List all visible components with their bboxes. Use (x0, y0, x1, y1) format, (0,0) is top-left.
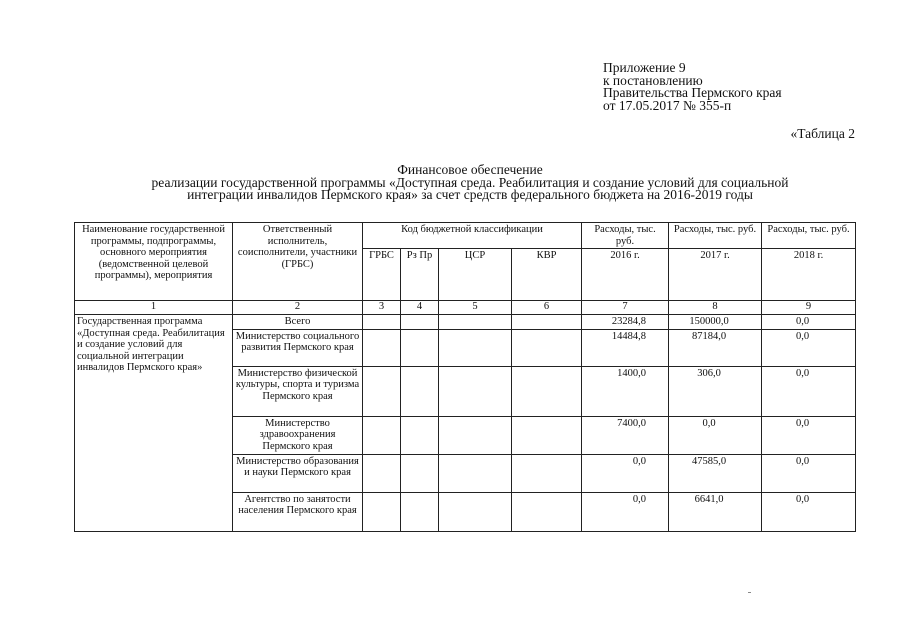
appendix-block (603, 62, 782, 112)
kvr-cell (512, 315, 582, 330)
csr-cell (439, 492, 512, 531)
program-name-cell: Государственная программа «Доступная среда. Реабилитация и создание условий для социальной интеграции инвалидов Пермского края» (75, 315, 233, 532)
csr-cell (439, 366, 512, 416)
document-title (60, 164, 880, 202)
executor-cell: Министерство физической культуры, спорта и туризма Пермского края (233, 366, 363, 416)
value-2017-cell: 0,0 (669, 416, 762, 454)
appendix-line: Приложение 9 (603, 60, 686, 75)
rzpr-cell (401, 315, 439, 330)
value-2018-cell: 0,0 (762, 315, 856, 330)
index-cell: 7 (582, 301, 669, 315)
header-exp-2018-label: Расходы, тыс. руб. (762, 223, 856, 249)
index-cell: 1 (75, 301, 233, 315)
header-kvr: КВР (512, 249, 582, 301)
value-2018-cell: 0,0 (762, 492, 856, 531)
title-line: Финансовое обеспечение (397, 162, 543, 177)
header-exp-2018-year: 2018 г. (762, 249, 856, 301)
header-exp-2016-year: 2016 г. (582, 249, 669, 301)
csr-cell (439, 315, 512, 330)
grbs-cell (363, 366, 401, 416)
index-cell: 4 (401, 301, 439, 315)
budget-table (74, 222, 856, 532)
executor-cell: Министерство здравоохранения Пермского края (233, 416, 363, 454)
grbs-cell (363, 416, 401, 454)
header-exp-2016-label: Расходы, тыс. руб. (582, 223, 669, 249)
csr-cell (439, 329, 512, 366)
appendix-line: к постановлению (603, 72, 703, 88)
kvr-cell (512, 366, 582, 416)
csr-cell (439, 454, 512, 492)
value-2016-cell: 0,0 (582, 492, 669, 531)
executor-cell: Агентство по занятости населения Пермского края (233, 492, 363, 531)
executor-cell: Всего (233, 315, 363, 330)
rzpr-cell (401, 416, 439, 454)
value-2017-cell: 87184,0 (669, 329, 762, 366)
header-exp-2017-label: Расходы, тыс. руб. (669, 223, 762, 249)
value-2016-cell: 23284,8 (582, 315, 669, 330)
header-executor: Ответственный исполнитель, соисполнители, участники (ГРБС) (233, 223, 363, 301)
kvr-cell (512, 454, 582, 492)
header-exp-2017-year: 2017 г. (669, 249, 762, 301)
rzpr-cell (401, 492, 439, 531)
grbs-cell (363, 329, 401, 366)
value-2016-cell: 1400,0 (582, 366, 669, 416)
executor-cell: Министерство образования и науки Пермского края (233, 454, 363, 492)
value-2018-cell: 0,0 (762, 454, 856, 492)
value-2016-cell: 14484,8 (582, 329, 669, 366)
grbs-cell (363, 454, 401, 492)
value-2016-cell: 0,0 (582, 454, 669, 492)
header-rzpr: Рз Пр (401, 249, 439, 301)
rzpr-cell (401, 366, 439, 416)
kvr-cell (512, 329, 582, 366)
value-2017-cell: 47585,0 (669, 454, 762, 492)
value-2017-cell: 6641,0 (669, 492, 762, 531)
kvr-cell (512, 416, 582, 454)
index-cell: 8 (669, 301, 762, 315)
value-2018-cell: 0,0 (762, 329, 856, 366)
index-cell: 9 (762, 301, 856, 315)
title-line: интеграции инвалидов Пермского края» за счет средств федерального бюджета на 2016-2019 годы (187, 187, 753, 202)
appendix-line: Правительства Пермского края (603, 85, 782, 100)
index-cell: 3 (363, 301, 401, 315)
kvr-cell (512, 492, 582, 531)
index-cell: 5 (439, 301, 512, 315)
value-2018-cell: 0,0 (762, 366, 856, 416)
header-grbs: ГРБС (363, 249, 401, 301)
index-cell: 2 (233, 301, 363, 315)
header-name: Наименование государственной программы, подпрограммы, основного мероприятия (ведомственной целевой программы), мероприятия (75, 223, 233, 301)
value-2018-cell: 0,0 (762, 416, 856, 454)
grbs-cell (363, 492, 401, 531)
scan-speck (748, 592, 751, 593)
header-csr: ЦСР (439, 249, 512, 301)
rzpr-cell (401, 454, 439, 492)
grbs-cell (363, 315, 401, 330)
csr-cell (439, 416, 512, 454)
index-cell: 6 (512, 301, 582, 315)
value-2017-cell: 150000,0 (669, 315, 762, 330)
index-row (75, 301, 856, 315)
header-row (75, 223, 856, 249)
header-code-group: Код бюджетной классификации (363, 223, 582, 249)
appendix-line: от 17.05.2017 № 355-п (603, 97, 732, 113)
rzpr-cell (401, 329, 439, 366)
title-line: реализации государственной программы «Доступная среда. Реабилитация и создание условий для социальной (151, 174, 789, 190)
value-2016-cell: 7400,0 (582, 416, 669, 454)
value-2017-cell: 306,0 (669, 366, 762, 416)
table-label: «Таблица 2 (790, 126, 855, 141)
executor-cell: Министерство социального развития Пермского края (233, 329, 363, 366)
table-row (75, 315, 856, 330)
